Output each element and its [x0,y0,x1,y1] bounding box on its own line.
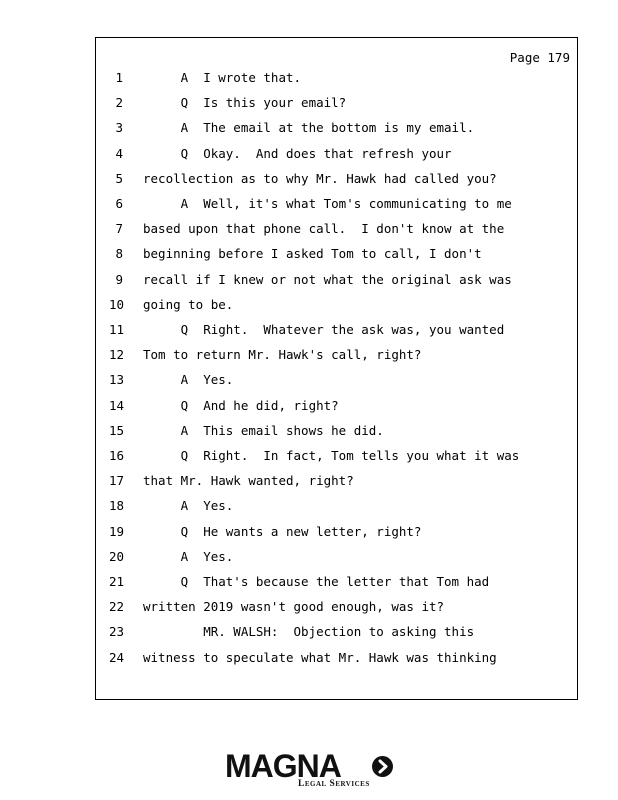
line-text: A Yes. [143,498,234,514]
line-number: 23 [109,624,125,640]
logo-subtitle: Legal Services [298,779,370,789]
chevron-right-icon [372,756,393,777]
line-number: 2 [115,95,123,111]
line-text: Q And he did, right? [143,397,339,413]
line-text: A Yes. [143,372,234,388]
line-text: Q That's because the letter that Tom had [143,574,490,589]
transcript-line [96,272,577,297]
line-number: 9 [115,271,123,287]
transcript-line [96,196,577,221]
line-number: 15 [109,422,125,438]
line-number: 1 [115,70,123,85]
line-number: 8 [115,246,123,262]
transcript-line [96,574,577,599]
line-text: A Well, it's what Tom's communicating to me [143,196,512,211]
transcript-line [96,599,577,624]
transcript-line [96,120,577,145]
line-number: 7 [115,221,123,237]
transcript-line [96,246,577,271]
line-number: 16 [109,448,125,463]
line-number: 3 [115,120,123,136]
line-number: 22 [109,599,125,615]
line-text: recall if I knew or not what the original ask was [143,271,512,287]
page-number: Page 179 [509,50,570,65]
transcript-line [96,423,577,448]
transcript-page [95,37,578,700]
line-number: 11 [109,322,125,337]
line-number: 21 [109,574,125,589]
line-text: written 2019 wasn't good enough, was it? [143,599,445,615]
line-number: 6 [115,196,123,211]
transcript-line [96,372,577,397]
line-text: A I wrote that. [143,70,302,85]
transcript-line [96,171,577,196]
line-text: recollection as to why Mr. Hawk had called you? [143,170,497,186]
line-text: MR. WALSH: Objection to asking this [143,624,475,640]
line-text: Q Is this your email? [143,95,347,111]
line-number: 17 [109,473,125,489]
line-number: 10 [109,296,125,312]
line-text: A Yes. [143,548,234,564]
line-number: 18 [109,498,125,514]
magna-logo [225,748,395,794]
transcript-line [96,549,577,574]
transcript-line [96,448,577,473]
transcript-line [96,347,577,372]
line-number: 24 [109,649,125,665]
line-number: 12 [109,347,125,363]
line-text: witness to speculate what Mr. Hawk was thinking [143,649,497,665]
line-text: beginning before I asked Tom to call, I don't [143,246,482,262]
line-text: Tom to return Mr. Hawk's call, right? [143,347,422,363]
line-number: 4 [115,145,123,161]
transcript-line [96,398,577,423]
line-number: 19 [109,523,125,539]
line-number: 5 [115,170,123,186]
transcript-line [96,524,577,549]
line-text: Q Okay. And does that refresh your [143,145,452,161]
line-text: going to be. [143,296,234,312]
line-text: A The email at the bottom is my email. [143,120,475,136]
line-text: Q Right. In fact, Tom tells you what it was [143,448,520,463]
transcript-line [96,624,577,649]
line-text: A This email shows he did. [143,422,384,438]
transcript-line [96,146,577,171]
transcript-line [96,70,577,95]
line-text: that Mr. Hawk wanted, right? [143,473,354,489]
transcript-line [96,322,577,347]
line-text: based upon that phone call. I don't know at the [143,221,505,237]
transcript-line [96,95,577,120]
transcript-line [96,650,577,675]
transcript-line [96,297,577,322]
line-number: 13 [109,372,125,388]
line-text: Q Right. Whatever the ask was, you wanted [143,322,505,337]
line-number: 14 [109,397,125,413]
logo-wordmark: MAGNA [225,748,341,784]
line-number: 20 [109,548,125,564]
transcript-line [96,221,577,246]
transcript-line [96,473,577,498]
line-text: Q He wants a new letter, right? [143,523,422,539]
transcript-line [96,498,577,523]
